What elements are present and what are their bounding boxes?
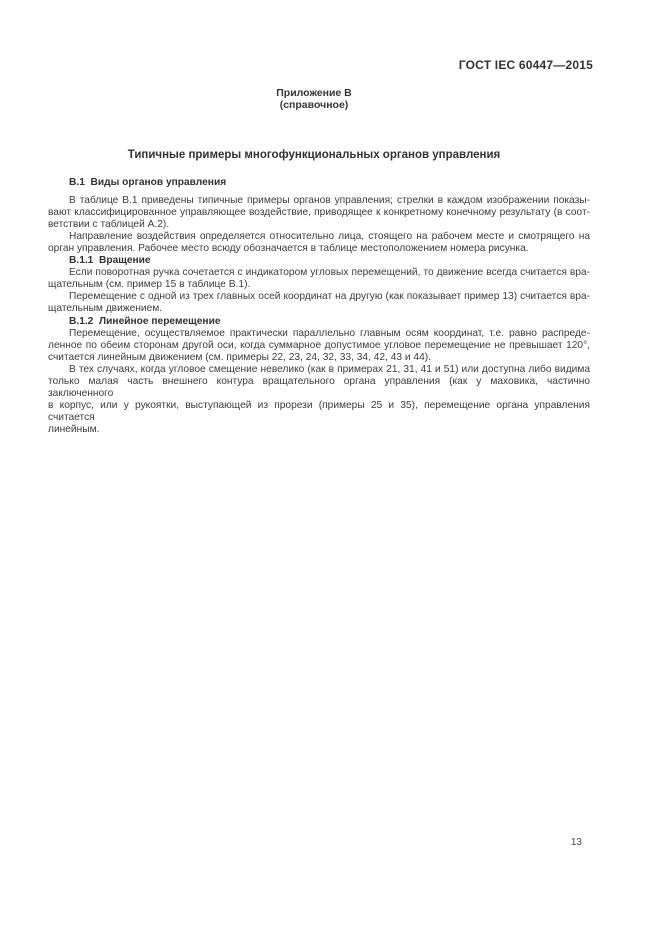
document-body xyxy=(48,177,590,436)
text-line: В.1.2 Линейное перемещение xyxy=(69,315,221,327)
text-line: щательным движением. xyxy=(48,303,163,315)
text-line: ленное по обеим сторонам другой оси, когда суммарное допустимое угловое перемещение не превышает 120°, xyxy=(48,339,590,351)
text-line: вают классифицированное управляющее воздействие, приводящее к конкретному конечному результату (в соот- xyxy=(48,207,590,219)
text-line: В таблице В.1 приведены типичные примеры органов управления; стрелки в каждом изображении показы- xyxy=(69,195,590,207)
text-line: В.1.1 Вращение xyxy=(69,255,151,267)
paragraph xyxy=(48,231,590,255)
page-title: Типичные примеры многофункциональных органов управления xyxy=(127,149,501,161)
appendix-heading xyxy=(48,87,580,111)
running-header-doc-code: ГОСТ IEC 60447—2015 xyxy=(458,58,593,72)
text-line: В.1 Виды органов управления xyxy=(69,177,227,188)
page-number: 13 xyxy=(570,837,582,848)
paragraph xyxy=(48,364,590,436)
section-heading xyxy=(48,316,590,328)
text-line: только малая часть внешнего контура вращательного органа управления (как у маховика, частично заключенного xyxy=(48,375,590,399)
text-line: линейным. xyxy=(48,423,100,435)
text-line: Направление воздействия определяется относительно лица, стоящего на рабочем месте и смотрящего на xyxy=(69,231,590,243)
text-line: ветствии с таблицей А.2). xyxy=(48,219,170,231)
paragraph xyxy=(48,195,590,231)
text-line: щательным (см. пример 15 в таблице В.1). xyxy=(48,279,251,291)
paragraph xyxy=(48,328,590,364)
text-line: считается линейным движением (см. примеры 22, 23, 24, 32, 33, 34, 42, 43 и 44). xyxy=(48,351,431,363)
section-heading xyxy=(48,255,590,267)
text-line: в корпус, или у рукоятки, выступающей из прорези (примеры 25 и 35), перемещение органа управления считается xyxy=(48,399,590,423)
text-line: Перемещение с одной из трех главных осей координат на другую (как показывает пример 13) считается вра- xyxy=(69,291,590,303)
appendix-label: Приложение В xyxy=(276,87,352,99)
appendix-type: (справочное) xyxy=(279,99,349,111)
text-line: Перемещение, осуществляемое практически параллельно главным осям координат, т.е. равно распреде- xyxy=(69,327,590,339)
text-line: В тех случаях, когда угловое смещение невелико (как в примерах 21, 31, 41 и 51) или доступна либо видима xyxy=(69,363,590,375)
section-heading xyxy=(48,177,590,189)
paragraph xyxy=(48,267,590,291)
paragraph xyxy=(48,291,590,315)
text-line: орган управления. Рабочее место всюду обозначается в таблице местоположением номера рисунка. xyxy=(48,243,529,255)
text-line: Если поворотная ручка сочетается с индикатором угловых перемещений, то движение всегда считается вра- xyxy=(69,267,590,279)
